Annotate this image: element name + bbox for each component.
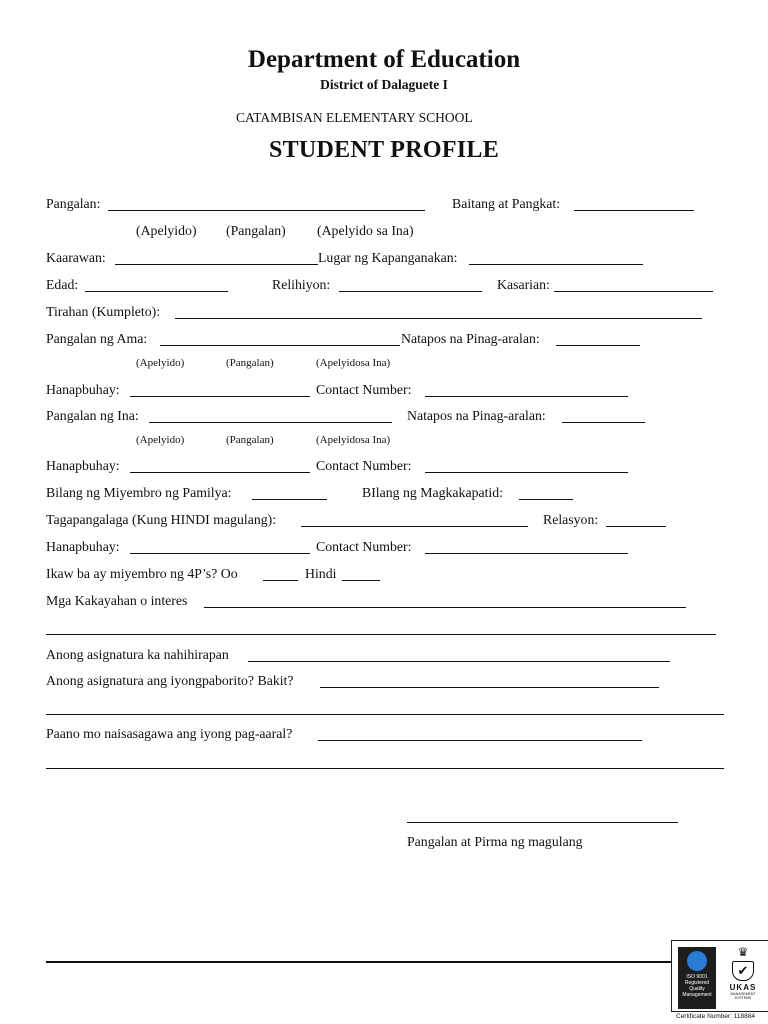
iso-registered: Registered (684, 980, 710, 986)
sub-pangalan: (Pangalan) (226, 223, 286, 238)
bilang-miyembro-line[interactable] (252, 499, 327, 500)
nahihirapan-line[interactable] (248, 661, 670, 662)
footer-divider (46, 961, 722, 963)
tirahan-line[interactable] (175, 318, 702, 319)
tirahan-label: Tirahan (Kumpleto): (46, 304, 161, 319)
ukas-sub: MANAGEMENT SYSTEMS (730, 992, 756, 1000)
paano-label: Paano mo naisasagawa ang iyong pag-aaral? (46, 726, 293, 741)
iso-standard: ISO 9001 (686, 974, 708, 980)
kasarian-line[interactable] (554, 291, 713, 292)
sub-apelyido: (Apelyido) (136, 223, 197, 238)
department-title: Department of Education (247, 46, 521, 73)
natapos-ina-line[interactable] (562, 422, 645, 423)
baitang-line[interactable] (574, 210, 694, 211)
certification-logo (671, 940, 768, 1012)
contact-tagapangalaga-line[interactable] (425, 553, 628, 554)
hindi-label: Hindi (305, 566, 337, 581)
ama-sub-apelyido: (Apelyido) (136, 357, 185, 369)
ina-sub-apelyidosa-ina: (Apelyidosa Ina) (316, 434, 391, 446)
globe-icon (687, 951, 707, 971)
certificate-number: Certificate Number: 118884 (676, 1013, 756, 1020)
hanapbuhay-ama-label: Hanapbuhay: (46, 382, 120, 397)
natapos-ama-label: Natapos na Pinag-aralan: (401, 331, 540, 346)
iso-badge (678, 947, 716, 1009)
ukas-name: UKAS (729, 983, 757, 992)
hanapbuhay-ina-label: Hanapbuhay: (46, 458, 120, 473)
tagapangalaga-line[interactable] (301, 526, 528, 527)
hanapbuhay-tagapangalaga-label: Hanapbuhay: (46, 539, 120, 554)
contact-ina-line[interactable] (425, 472, 628, 473)
nahihirapan-label: Anong asignatura ka nahihirapan (46, 647, 229, 662)
ama-sub-apelyidosa-ina: (Apelyidosa Ina) (316, 357, 391, 369)
pangalan-ama-label: Pangalan ng Ama: (46, 331, 148, 346)
pangalan-ama-line[interactable] (160, 345, 400, 346)
kakayahan-label: Mga Kakayahan o interes (46, 593, 188, 608)
four-ps-hindi-line[interactable] (342, 580, 380, 581)
iso-quality: Quality (689, 986, 705, 992)
relasyon-line[interactable] (606, 526, 666, 527)
kasarian-label: Kasarian: (497, 277, 550, 292)
natapos-ina-label: Natapos na Pinag-aralan: (407, 408, 546, 423)
pangalan-ina-line[interactable] (149, 422, 392, 423)
edad-label: Edad: (46, 277, 79, 292)
contact-tagapangalaga-label: Contact Number: (316, 539, 412, 554)
paano-line-2[interactable] (46, 768, 724, 769)
ina-sub-apelyido: (Apelyido) (136, 434, 185, 446)
relasyon-label: Relasyon: (543, 512, 599, 527)
contact-ama-label: Contact Number: (316, 382, 412, 397)
signature-line[interactable] (407, 822, 678, 823)
paborito-line[interactable] (320, 687, 659, 688)
paborito-line-2[interactable] (46, 714, 724, 715)
four-ps-label: Ikaw ba ay miyembro ng 4P’s? Oo (46, 566, 238, 581)
hanapbuhay-ama-line[interactable] (130, 396, 310, 397)
kaarawan-line[interactable] (115, 264, 318, 265)
contact-ina-label: Contact Number: (316, 458, 412, 473)
district-name: District of Dalaguete I (320, 77, 448, 92)
lugar-line[interactable] (469, 264, 643, 265)
bilang-magkakapatid-line[interactable] (519, 499, 573, 500)
kakayahan-line-2[interactable] (46, 634, 716, 635)
natapos-ama-line[interactable] (556, 345, 640, 346)
ina-sub-pangalan: (Pangalan) (226, 434, 274, 446)
contact-ama-line[interactable] (425, 396, 628, 397)
four-ps-oo-line[interactable] (263, 580, 298, 581)
paano-line[interactable] (318, 740, 642, 741)
edad-line[interactable] (85, 291, 228, 292)
crown-icon: ♛ (737, 945, 749, 959)
hanapbuhay-ina-line[interactable] (130, 472, 310, 473)
lugar-label: Lugar ng Kapanganakan: (318, 250, 458, 265)
tagapangalaga-label: Tagapangalaga (Kung HINDI magulang): (46, 512, 277, 527)
baitang-label: Baitang at Pangkat: (452, 196, 561, 211)
check-shield-icon: ✔ (732, 961, 754, 981)
ama-sub-pangalan: (Pangalan) (226, 357, 274, 369)
hanapbuhay-tagapangalaga-line[interactable] (130, 553, 310, 554)
ukas-badge (722, 945, 764, 1009)
relihiyon-line[interactable] (339, 291, 482, 292)
relihiyon-label: Relihiyon: (272, 277, 331, 292)
pangalan-label: Pangalan: (46, 196, 101, 211)
sub-apelyido-ina: (Apelyido sa Ina) (317, 223, 414, 238)
pangalan-line[interactable] (108, 210, 425, 211)
paborito-label: Anong asignatura ang iyongpaborito? Bakit? (46, 673, 294, 688)
pangalan-ina-label: Pangalan ng Ina: (46, 408, 139, 423)
kakayahan-line[interactable] (204, 607, 686, 608)
bilang-miyembro-label: Bilang ng Miyembro ng Pamilya: (46, 485, 232, 500)
school-name: CATAMBISAN ELEMENTARY SCHOOL (236, 110, 473, 125)
kaarawan-label: Kaarawan: (46, 250, 106, 265)
bilang-magkakapatid-label: BIlang ng Magkakapatid: (362, 485, 504, 500)
form-title: STUDENT PROFILE (268, 137, 500, 163)
signature-label: Pangalan at Pirma ng magulang (407, 834, 583, 849)
iso-management: Management (682, 992, 712, 998)
